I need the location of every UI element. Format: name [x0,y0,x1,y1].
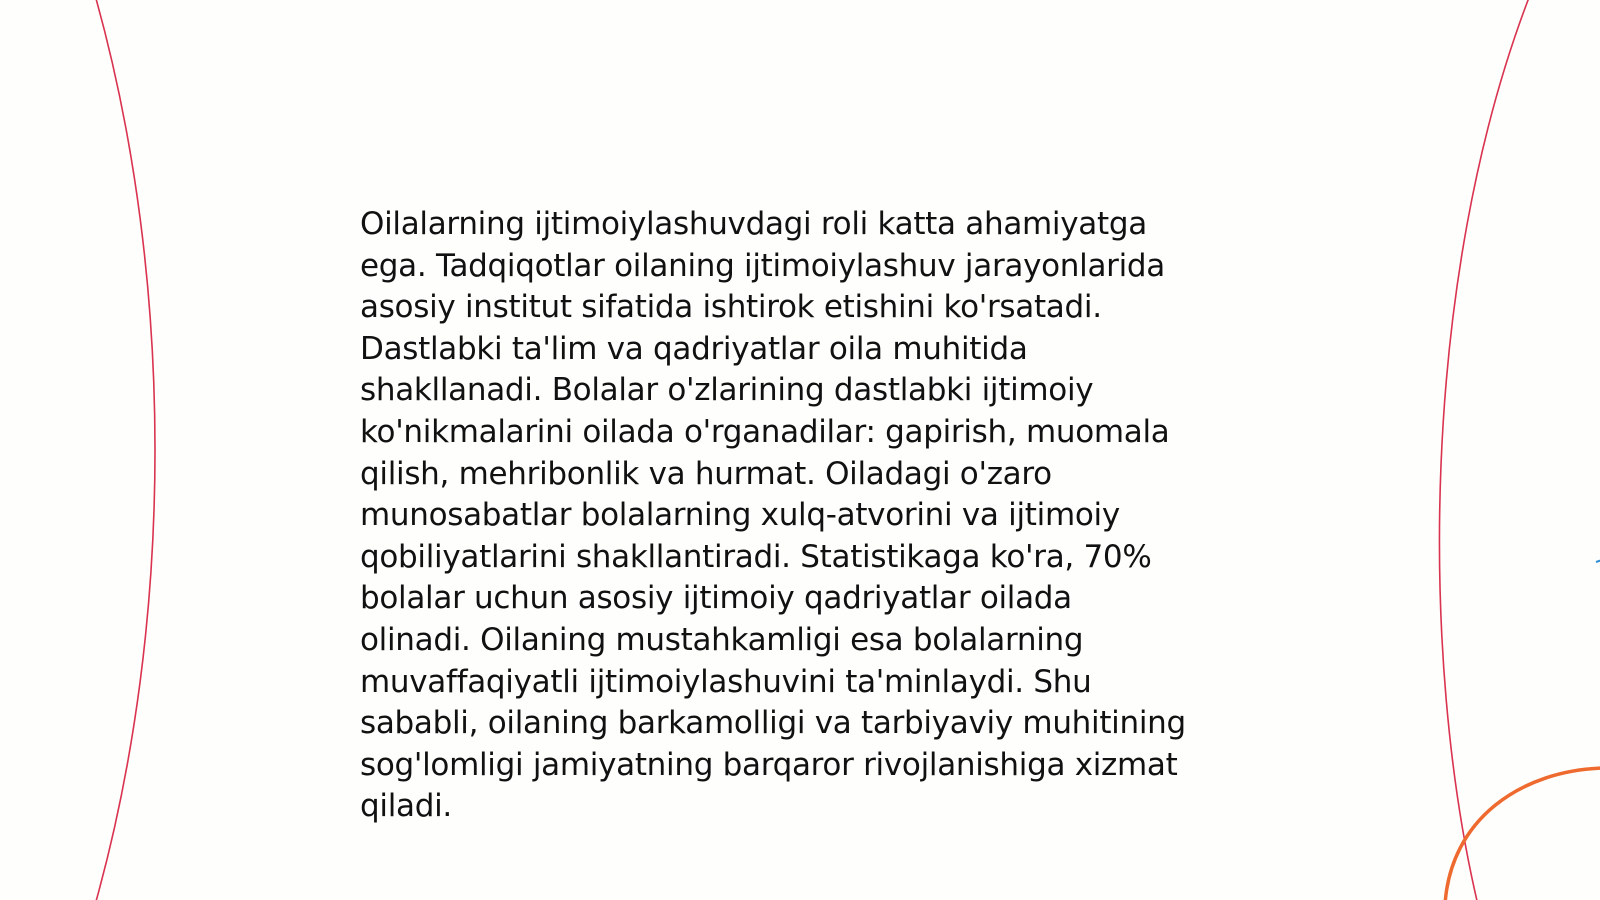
paragraph-line: sog'lomligi jamiyatning barqaror rivojlanishiga xizmat [360,746,1178,783]
right-curve-line [1439,0,1530,900]
blue-tick-mark [1596,560,1600,562]
paragraph-line: shakllanadi. Bolalar o'zlarining dastlabki ijtimoiy [360,372,1094,409]
paragraph-line: ega. Tadqiqotlar oilaning ijtimoiylashuv jarayonlarida [360,247,1165,284]
paragraph-line: asosiy institut sifatida ishtirok etishini ko'rsatadi. [360,289,1102,326]
paragraph-line: bolalar uchun asosiy ijtimoiy qadriyatlar oilada [360,580,1072,617]
paragraph-line: Dastlabki ta'lim va qadriyatlar oila muhitida [360,330,1028,367]
paragraph-line: qiladi. [360,788,452,825]
body-paragraph [360,204,1260,828]
paragraph-line: qobiliyatlarini shakllantiradi. Statistikaga ko'ra, 70% [360,538,1152,575]
left-curve-line [95,0,155,900]
paragraph-line: Oilalarning ijtimoiylashuvdagi roli katta ahamiyatga [360,206,1147,242]
paragraph-line: muvaffaqiyatli ijtimoiylashuvini ta'minlaydi. Shu [360,663,1092,700]
paragraph-line: munosabatlar bolalarning xulq-atvorini va ijtimoiy [360,497,1120,534]
paragraph-line: qilish, mehribonlik va hurmat. Oiladagi o'zaro [360,455,1052,492]
paragraph-line: sababli, oilaning barkamolligi va tarbiyaviy muhitining [360,705,1186,742]
paragraph-line: ko'nikmalarini oilada o'rganadilar: gapirish, muomala [360,413,1170,450]
paragraph-line: olinadi. Oilaning mustahkamligi esa bolalarning [360,621,1084,658]
orange-arc [1445,768,1600,900]
